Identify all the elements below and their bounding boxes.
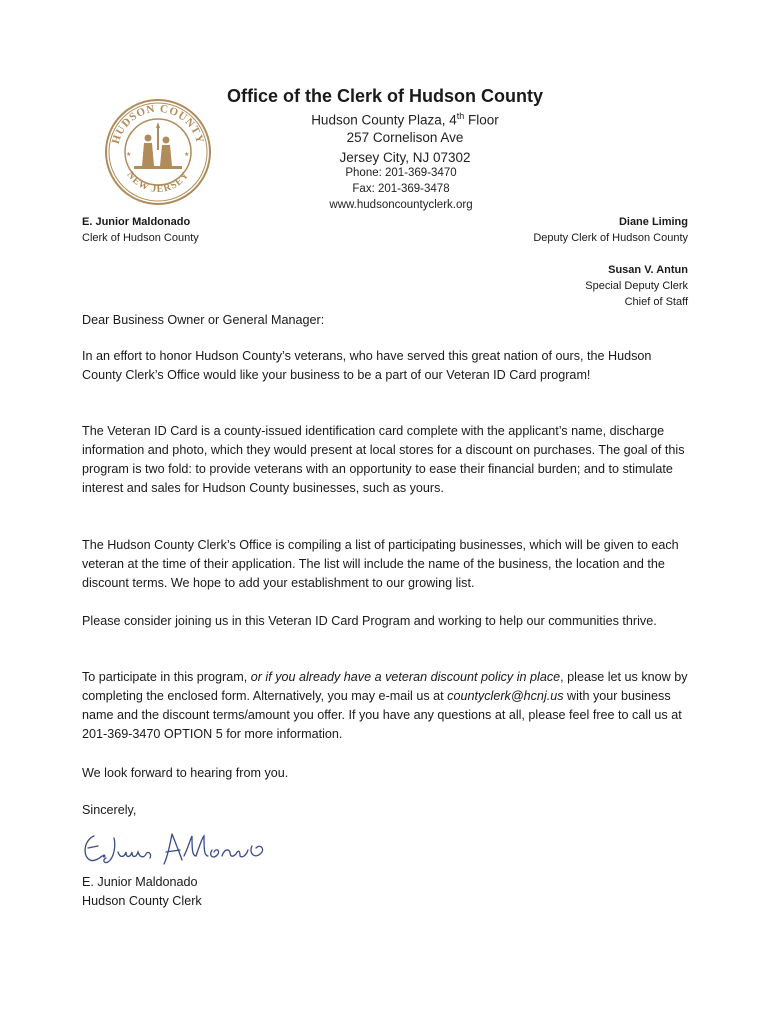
svg-text:★: ★	[184, 152, 190, 158]
paragraph-1: In an effort to honor Hudson County’s veterans, who have served this great nation of ours, the Hudson County Clerk’s Office would like your business to be a part of our Veteran ID Card program!	[82, 349, 652, 382]
paragraph-5: To participate in this program, or if you already have a veteran discount policy in place, please let us know by completing the enclosed form. Alternatively, you may e-mail us at countyclerk@hcnj.us with your business name and the discount terms/amount you offer. If you have any questions at all, please feel free to call us at 201-369-3470 OPTION 5 for more information.	[82, 670, 688, 741]
address-line-2: 257 Cornelison Ave	[346, 130, 464, 145]
signer-title: Hudson County Clerk	[82, 894, 202, 908]
closing: Sincerely,	[82, 803, 137, 817]
deputy-name: Diane Liming	[618, 216, 688, 228]
paragraph-3: The Hudson County Clerk’s Office is compiling a list of participating businesses, which will be given to each veteran at the time of their application. The list will include the name of the business, the location and the discount terms. We hope to add your establishment to our growing list.	[82, 538, 679, 590]
email-address[interactable]: countyclerk@hcnj.us	[447, 689, 564, 703]
seal-top-text: HUDSON COUNTY	[109, 102, 207, 146]
fax: Fax: 201-369-3478	[352, 183, 450, 195]
website: www.hudsoncountyclerk.org	[329, 199, 473, 211]
phone: Phone: 201-369-3470	[345, 167, 457, 179]
address-line-3: Jersey City, NJ 07302	[339, 150, 471, 165]
clerk-title: Clerk of Hudson County	[82, 232, 199, 244]
special-deputy-name: Susan V. Antun	[608, 264, 688, 276]
special-deputy-block	[585, 262, 688, 310]
paragraph-6: We look forward to hearing from you.	[82, 766, 289, 780]
clerk-name: E. Junior Maldonado	[82, 216, 191, 228]
deputy-title: Deputy Clerk of Hudson County	[533, 232, 688, 244]
signer-name: E. Junior Maldonado	[82, 875, 198, 889]
handwritten-signature	[80, 826, 280, 870]
svg-text:★: ★	[126, 152, 132, 158]
address-line-1: Hudson County Plaza, 4th Floor	[311, 111, 499, 128]
office-title: Office of the Clerk of Hudson County	[226, 86, 543, 106]
paragraph-4: Please consider joining us in this Veteran ID Card Program and working to help our communities thrive.	[82, 614, 657, 628]
seal-bottom-text: NEW JERSEY	[124, 169, 192, 196]
paragraph-2: The Veteran ID Card is a county-issued identification card complete with the applicant’s name, discharge information and photo, which they would present at local stores for a discount on purchases. The goal of this program is two fold: to provide veterans with an opportunity to ease their financial burden; and to stimulate interest and sales for Hudson County businesses, such as yours.	[82, 424, 685, 495]
clerk-block	[82, 214, 199, 246]
chief-of-staff-title: Chief of Staff	[624, 296, 688, 308]
deputy-block	[533, 214, 688, 246]
greeting: Dear Business Owner or General Manager:	[82, 313, 325, 327]
special-deputy-title: Special Deputy Clerk	[585, 280, 688, 292]
